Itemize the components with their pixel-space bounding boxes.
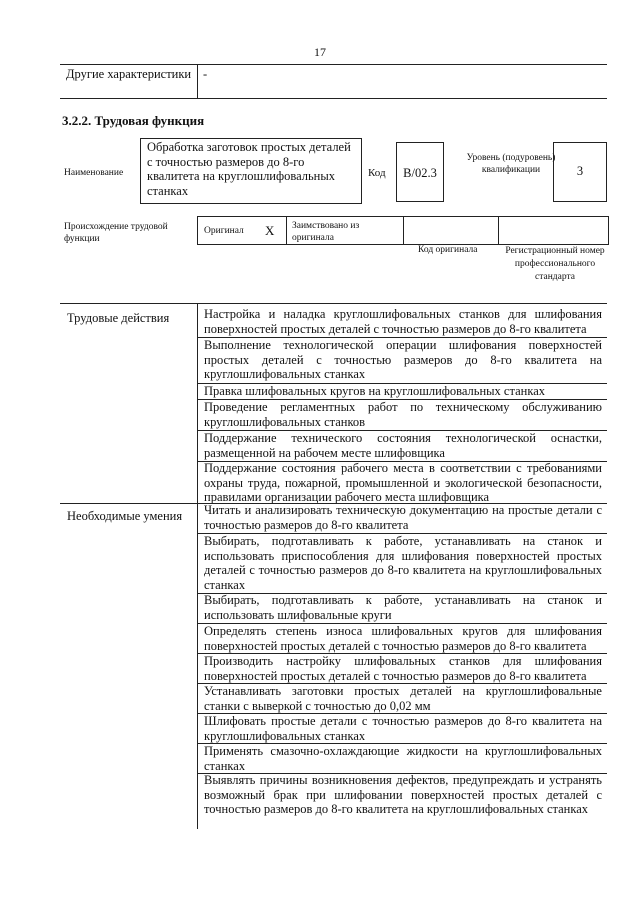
skill-item: Шлифовать простые детали с точностью размеров до 8-го квалитета на круглошлифовальных станках bbox=[204, 714, 602, 743]
other-characteristics-value: - bbox=[203, 67, 208, 81]
skill-item: Производить настройку шлифовальных станков для шлифования поверхностей простых деталей с точностью размеров до 8-го квалитета bbox=[204, 654, 602, 683]
original-mark: X bbox=[265, 223, 275, 238]
required-skills-label: Необходимые умения bbox=[67, 509, 183, 523]
function-name: Обработка заготовок простых деталей с точностью размеров до 8-го квалитета на круглошлифовальных станках bbox=[147, 140, 351, 198]
origin-label: Происхождение трудовой функции bbox=[64, 222, 168, 244]
skill-item: Определять степень износа шлифовальных кругов для шлифования поверхностей простых деталей с точностью размеров до 8-го квалитета bbox=[204, 624, 602, 653]
labor-action-item: Проведение регламентных работ по техническому обслуживанию круглошлифовальных станков bbox=[204, 400, 602, 429]
skill-item: Применять смазочно-охлаждающие жидкости на круглошлифовальных станках bbox=[204, 744, 602, 773]
labor-action-item: Поддержание технического состояния технологической оснастки, размещенной на рабочем месте шлифовщика bbox=[204, 431, 602, 460]
labor-action-item: Настройка и наладка круглошлифовальных станков для шлифования поверхностей простых деталей с точностью размеров до 8-го квалитета bbox=[204, 307, 602, 336]
name-label: Наименование bbox=[64, 168, 124, 178]
skill-item: Читать и анализировать техническую документацию на простые детали с точностью размеров до 8-го квалитета bbox=[204, 503, 602, 532]
code-value: B/02.3 bbox=[403, 166, 437, 180]
code-original-label: Код оригинала bbox=[418, 245, 478, 255]
competency-table bbox=[60, 303, 607, 829]
qualification-level-label: Уровень (подуровень) квалификации bbox=[466, 153, 556, 175]
skill-item: Выбирать, подготавливать к работе, устанавливать на станок и использовать шлифовальные круги bbox=[204, 593, 602, 622]
page-number: 17 bbox=[314, 45, 326, 59]
skill-item: Выявлять причины возникновения дефектов, предупреждать и устранять возможный брак при шлифовании поверхностей простых деталей с точностью размеров до 8-го квалитета на круглошлифовальных станках bbox=[204, 773, 602, 817]
code-label: Код bbox=[368, 167, 386, 179]
registration-number-label: Регистрационный номер профессионального стандарта bbox=[505, 246, 605, 282]
labor-action-item: Поддержание состояния рабочего места в соответствии с требованиями охраны труда, пожарной, промышленной и экологической безопасности, правилами организации рабочего места шлифовщика bbox=[204, 461, 602, 505]
labor-action-item: Выполнение технологической операции шлифования поверхностей простых деталей с точностью размеров до 8-го квалитета на круглошлифовальных станках bbox=[204, 338, 602, 382]
original-label: Оригинал bbox=[204, 226, 244, 236]
labor-actions-label: Трудовые действия bbox=[67, 311, 170, 325]
qualification-level-value: 3 bbox=[576, 164, 584, 178]
other-characteristics-label: Другие характеристики bbox=[66, 67, 192, 81]
origin-box bbox=[197, 216, 609, 245]
skill-item: Выбирать, подготавливать к работе, устанавливать на станок и использовать приспособления для шлифования поверхностей простых деталей с точностью размеров до 8-го квалитета на круглошлифовальных станках bbox=[204, 534, 602, 592]
section-title: 3.2.2. Трудовая функция bbox=[62, 113, 205, 128]
labor-action-item: Правка шлифовальных кругов на круглошлифовальных станках bbox=[204, 384, 546, 398]
skill-item: Устанавливать заготовки простых деталей на круглошлифовальные станки с выверкой с точностью до 0,02 мм bbox=[204, 684, 602, 713]
borrowed-label: Заимствовано из оригинала bbox=[292, 221, 360, 243]
other-characteristics-table bbox=[60, 64, 607, 98]
